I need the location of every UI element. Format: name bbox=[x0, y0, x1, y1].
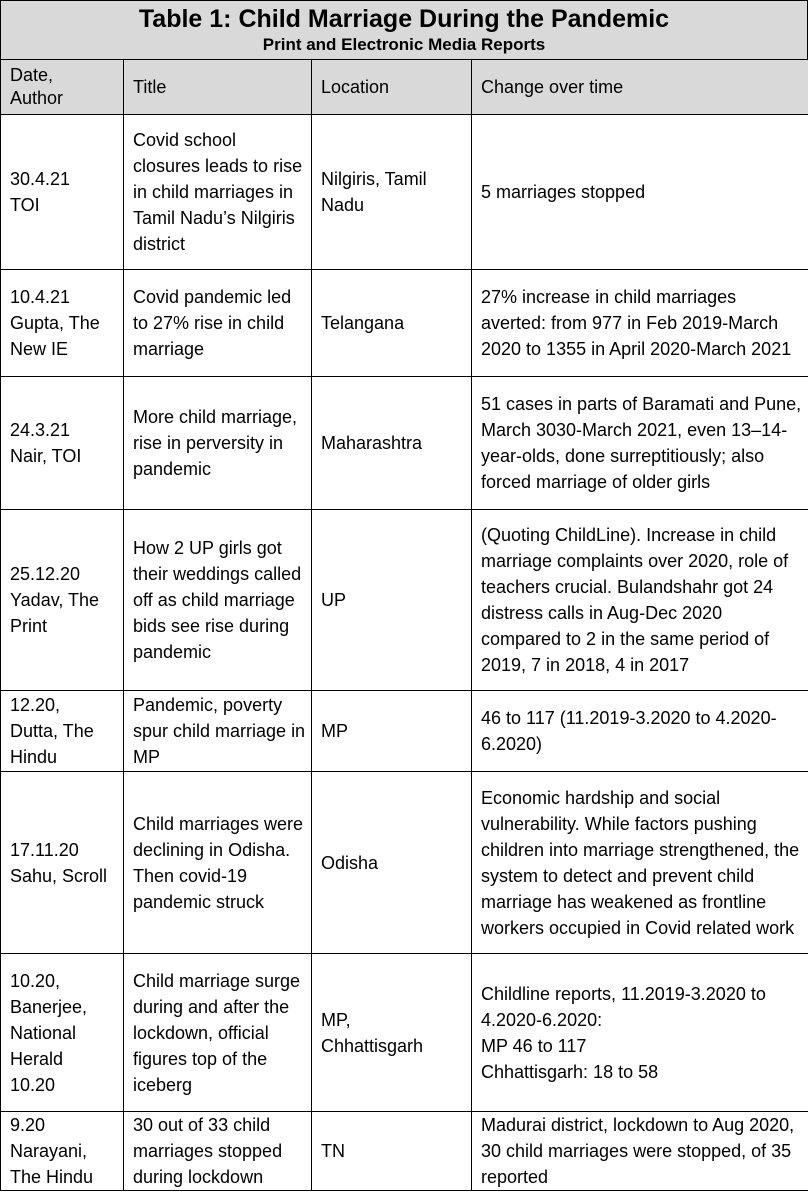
cell-location: MP bbox=[312, 691, 472, 772]
header-date-author: Date, Author bbox=[1, 60, 124, 115]
cell-title: Child marriages were declining in Odisha. Then covid-19 pandemic struck bbox=[124, 772, 312, 954]
cell-location: Nilgiris, Tamil Nadu bbox=[312, 115, 472, 270]
cell-location: Telangana bbox=[312, 270, 472, 377]
table-row bbox=[1, 772, 808, 954]
header-title: Title bbox=[124, 60, 312, 115]
header-change-over-time: Change over time bbox=[472, 60, 808, 115]
cell-change: (Quoting ChildLine). Increase in child marriage complaints over 2020, role of teachers crucial. Bulandshahr got 24 distress calls in Aug-Dec 2020 compared to 2 in the same period of 2019, 7 in 2018, 4 in 2017 bbox=[472, 510, 808, 691]
cell-title: How 2 UP girls got their weddings called off as child marriage bids see rise during pandemic bbox=[124, 510, 312, 691]
cell-title: 30 out of 33 child marriages stopped during lockdown bbox=[124, 1112, 312, 1191]
table-row bbox=[1, 691, 808, 772]
cell-date-author: 24.3.21 Nair, TOI bbox=[1, 377, 124, 510]
cell-date-author: 10.20, Banerjee, National Herald 10.20 bbox=[1, 954, 124, 1112]
table-row bbox=[1, 270, 808, 377]
cell-change: 27% increase in child marriages averted: from 977 in Feb 2019-March 2020 to 1355 in April 2020-March 2021 bbox=[472, 270, 808, 377]
cell-change: 5 marriages stopped bbox=[472, 115, 808, 270]
cell-change: Economic hardship and social vulnerability. While factors pushing children into marriage strengthened, the system to detect and prevent child marriage has weakened as frontline workers occupied in Covid related work bbox=[472, 772, 808, 954]
cell-change: Madurai district, lockdown to Aug 2020, 30 child marriages were stopped, of 35 reported bbox=[472, 1112, 808, 1191]
cell-date-author: 10.4.21 Gupta, The New IE bbox=[1, 270, 124, 377]
cell-change: 46 to 117 (11.2019-3.2020 to 4.2020-6.2020) bbox=[472, 691, 808, 772]
cell-date-author: 9.20 Narayani, The Hindu bbox=[1, 1112, 124, 1191]
cell-change: 51 cases in parts of Baramati and Pune, March 3030-March 2021, even 13–14-year-olds, done surreptitiously; also forced marriage of older girls bbox=[472, 377, 808, 510]
cell-location: Odisha bbox=[312, 772, 472, 954]
table-title: Table 1: Child Marriage During the Pandemic bbox=[138, 5, 670, 33]
cell-title: Covid school closures leads to rise in child marriages in Tamil Nadu’s Nilgiris district bbox=[124, 115, 312, 270]
cell-date-author: 25.12.20 Yadav, The Print bbox=[1, 510, 124, 691]
cell-location: MP, Chhattisgarh bbox=[312, 954, 472, 1112]
table-row bbox=[1, 954, 808, 1112]
table-header-row bbox=[1, 60, 808, 115]
cell-title: More child marriage, rise in perversity in pandemic bbox=[124, 377, 312, 510]
header-location: Location bbox=[312, 60, 472, 115]
table-row bbox=[1, 1112, 808, 1191]
table-title-block bbox=[0, 0, 808, 60]
table-row bbox=[1, 377, 808, 510]
cell-change: Childline reports, 11.2019-3.2020 to 4.2020-6.2020: MP 46 to 117 Chhattisgarh: 18 to 58 bbox=[472, 954, 808, 1112]
table-subtitle: Print and Electronic Media Reports bbox=[262, 35, 546, 54]
cell-title: Pandemic, poverty spur child marriage in MP bbox=[124, 691, 312, 772]
table-row bbox=[1, 115, 808, 270]
cell-location: UP bbox=[312, 510, 472, 691]
cell-date-author: 12.20, Dutta, The Hindu bbox=[1, 691, 124, 772]
cell-title: Covid pandemic led to 27% rise in child marriage bbox=[124, 270, 312, 377]
cell-location: Maharashtra bbox=[312, 377, 472, 510]
cell-title: Child marriage surge during and after the lockdown, official figures top of the iceberg bbox=[124, 954, 312, 1112]
child-marriage-table bbox=[0, 59, 808, 1191]
cell-date-author: 30.4.21 TOI bbox=[1, 115, 124, 270]
table-row bbox=[1, 510, 808, 691]
cell-date-author: 17.11.20 Sahu, Scroll bbox=[1, 772, 124, 954]
cell-location: TN bbox=[312, 1112, 472, 1191]
